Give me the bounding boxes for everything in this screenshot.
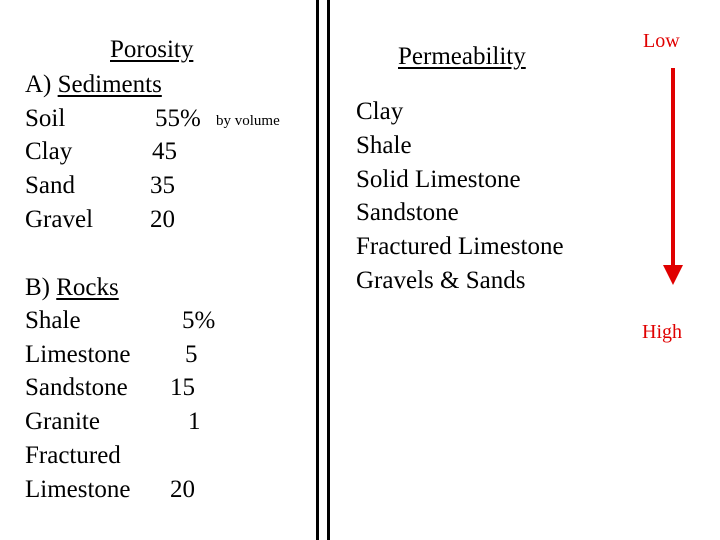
rock-value-fractured-limestone: 20 (170, 476, 195, 503)
sediment-name-sand: Sand (25, 172, 75, 199)
sediments-prefix: A) (25, 71, 58, 98)
rock-value-limestone: 5 (185, 341, 198, 368)
scale-high-label: High (642, 321, 682, 343)
sediment-value-clay: 45 (152, 138, 177, 165)
rock-value-granite: 1 (188, 408, 201, 435)
rocks-title: Rocks (56, 274, 119, 301)
sediment-name-soil: Soil (25, 105, 66, 132)
sediment-name-gravel: Gravel (25, 206, 94, 233)
permeability-item-shale: Shale (356, 132, 412, 159)
permeability-item-clay: Clay (356, 98, 404, 125)
rock-value-shale: 5% (182, 307, 216, 334)
divider-left (316, 0, 319, 540)
rock-name-limestone: Limestone (25, 341, 131, 368)
sediment-value-sand: 35 (150, 172, 175, 199)
permeability-item-sandstone: Sandstone (356, 199, 459, 226)
permeability-heading: Permeability (398, 43, 526, 70)
rock-value-sandstone: 15 (170, 374, 195, 401)
sediment-value-gravel: 20 (150, 206, 175, 233)
sediments-title: Sediments (57, 71, 162, 98)
permeability-item-fractured-limestone: Fractured Limestone (356, 233, 564, 260)
divider-right (327, 0, 330, 540)
rock-name-shale: Shale (25, 307, 81, 334)
rocks-label (25, 275, 119, 300)
rock-name-granite: Granite (25, 408, 100, 435)
permeability-item-gravels-sands: Gravels & Sands (356, 267, 526, 294)
rocks-prefix: B) (25, 274, 57, 301)
rock-name-fractured-limestone: Limestone (25, 476, 131, 503)
sediment-name-clay: Clay (25, 138, 73, 165)
down-arrow-icon (663, 265, 683, 285)
rock-name-fractured: Fractured (25, 442, 121, 469)
rock-name-sandstone: Sandstone (25, 374, 128, 401)
scale-arrow-shaft (671, 68, 675, 268)
sediments-label (25, 72, 162, 97)
unit-note: by volume (216, 113, 280, 129)
scale-low-label: Low (643, 30, 680, 52)
porosity-heading: Porosity (110, 36, 194, 63)
permeability-item-solid-limestone: Solid Limestone (356, 166, 521, 193)
sediment-value-soil: 55% (155, 105, 201, 132)
